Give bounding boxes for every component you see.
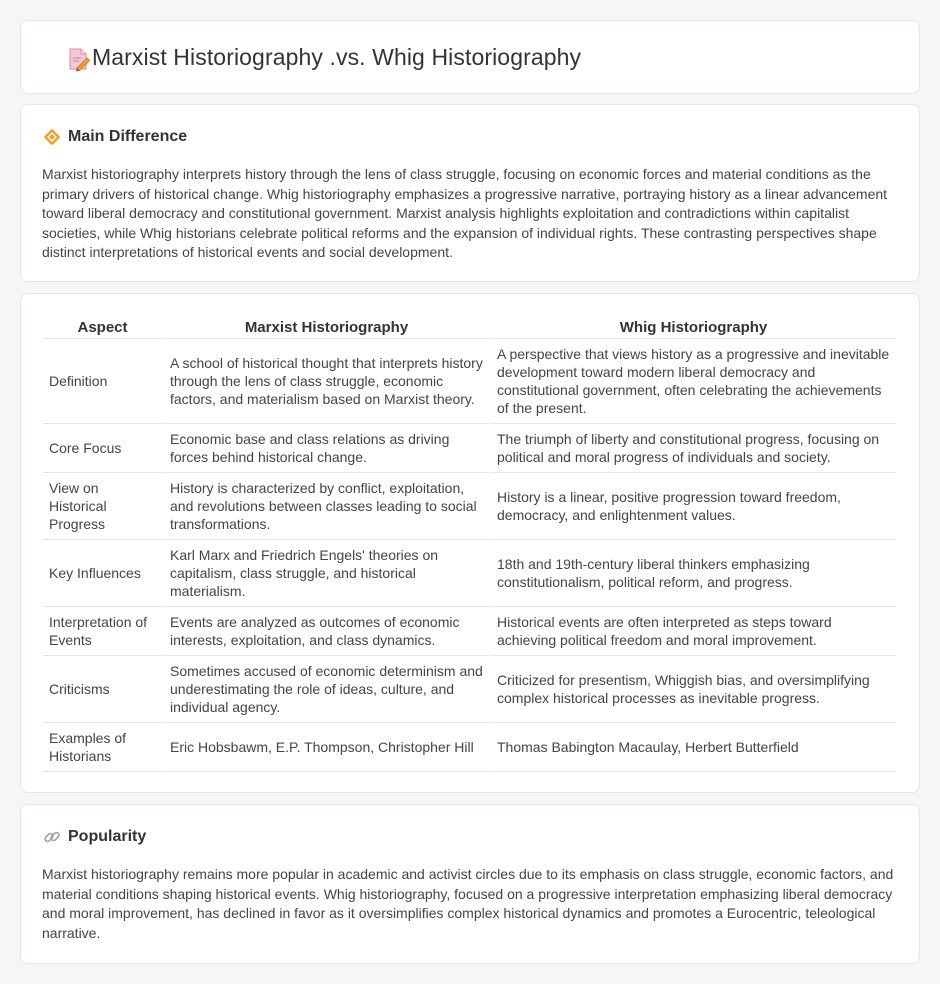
whig-cell: The triumph of liberty and constitutional progress, focusing on political and moral progress of individuals and society. <box>491 424 896 473</box>
marxist-cell: Eric Hobsbawm, E.P. Thompson, Christopher Hill <box>164 723 489 772</box>
main-difference-text: Marxist historiography interprets history through the lens of class struggle, focusing on economic forces and material conditions as the primary drivers of historical change. Whig historiography emphasizes a progressive narrative, portraying history as a linear advancement toward liberal democracy and constitutional government. Marxist analysis highlights exploitation and contradictions within capitalist societies, while Whig historians celebrate political reforms and the expansion of individual rights. These contrasting perspectives shape distinct interpretations of historical events and social development. <box>42 166 888 260</box>
whig-cell: Historical events are often interpreted as steps toward achieving political freedom and moral improvement. <box>491 607 896 656</box>
header-card <box>20 20 920 94</box>
aspect-cell: Interpretation of Events <box>43 607 162 656</box>
column-header-aspect: Aspect <box>43 311 162 339</box>
main-difference-card <box>20 104 920 282</box>
aspect-cell: Key Influences <box>43 540 162 607</box>
whig-cell: Criticized for presentism, Whiggish bias, and oversimplifying complex historical processes as inevitable progress. <box>491 656 896 723</box>
whig-cell: Thomas Babington Macaulay, Herbert Butterfield <box>491 723 896 772</box>
main-difference-heading: Main Difference <box>68 128 188 145</box>
popularity-text: Marxist historiography remains more popular in academic and activist circles due to its emphasis on class struggle, economic factors, and material conditions shaping historical events. Whig historiography, focused on a progressive interpretation emphasizing liberal democracy and moral improvement, has declined in favor as it oversimplifies complex historical dynamics and promotes a Eurocentric, teleological narrative. <box>42 866 894 941</box>
marxist-cell: Karl Marx and Friedrich Engels' theories on capitalism, class struggle, and historical materialism. <box>164 540 489 607</box>
popularity-card <box>20 804 920 964</box>
aspect-cell: Criticisms <box>43 656 162 723</box>
main-difference-header <box>43 127 187 147</box>
aspect-cell: Examples of Historians <box>43 723 162 772</box>
table-row <box>43 540 896 607</box>
table-row <box>43 656 896 723</box>
aspect-cell: Core Focus <box>43 424 162 473</box>
marxist-cell: Sometimes accused of economic determinism and underestimating the role of ideas, culture, and individual agency. <box>164 656 489 723</box>
popularity-heading: Popularity <box>68 828 147 845</box>
table-header-row <box>43 311 896 339</box>
comparison-card <box>20 293 920 793</box>
comparison-table <box>41 311 898 772</box>
column-header-marxist: Marxist Historiography <box>164 311 489 339</box>
whig-cell: 18th and 19th-century liberal thinkers emphasizing constitutionalism, political reform, and progress. <box>491 540 896 607</box>
table-row <box>43 607 896 656</box>
whig-cell: A perspective that views history as a progressive and inevitable development toward modern liberal democracy and constitutional government, often celebrating the achievements of the present. <box>491 339 896 424</box>
diamond-sign-icon <box>43 128 61 146</box>
whig-cell: History is a linear, positive progression toward freedom, democracy, and enlightenment values. <box>491 473 896 540</box>
marxist-cell: A school of historical thought that interprets history through the lens of class struggle, economic factors, and materialism based on Marxist theory. <box>164 339 489 424</box>
marxist-cell: History is characterized by conflict, exploitation, and revolutions between classes leading to social transformations. <box>164 473 489 540</box>
link-icon <box>43 828 61 846</box>
column-header-whig: Whig Historiography <box>491 311 896 339</box>
marxist-cell: Events are analyzed as outcomes of economic interests, exploitation, and class dynamics. <box>164 607 489 656</box>
aspect-cell: Definition <box>43 339 162 424</box>
page-title: Marxist Historiography .vs. Whig Historiography <box>92 44 582 70</box>
table-row <box>43 339 896 424</box>
table-row <box>43 723 896 772</box>
table-row <box>43 424 896 473</box>
popularity-header <box>43 827 146 847</box>
document-pencil-icon <box>66 47 92 73</box>
marxist-cell: Economic base and class relations as driving forces behind historical change. <box>164 424 489 473</box>
aspect-cell: View on Historical Progress <box>43 473 162 540</box>
table-row <box>43 473 896 540</box>
